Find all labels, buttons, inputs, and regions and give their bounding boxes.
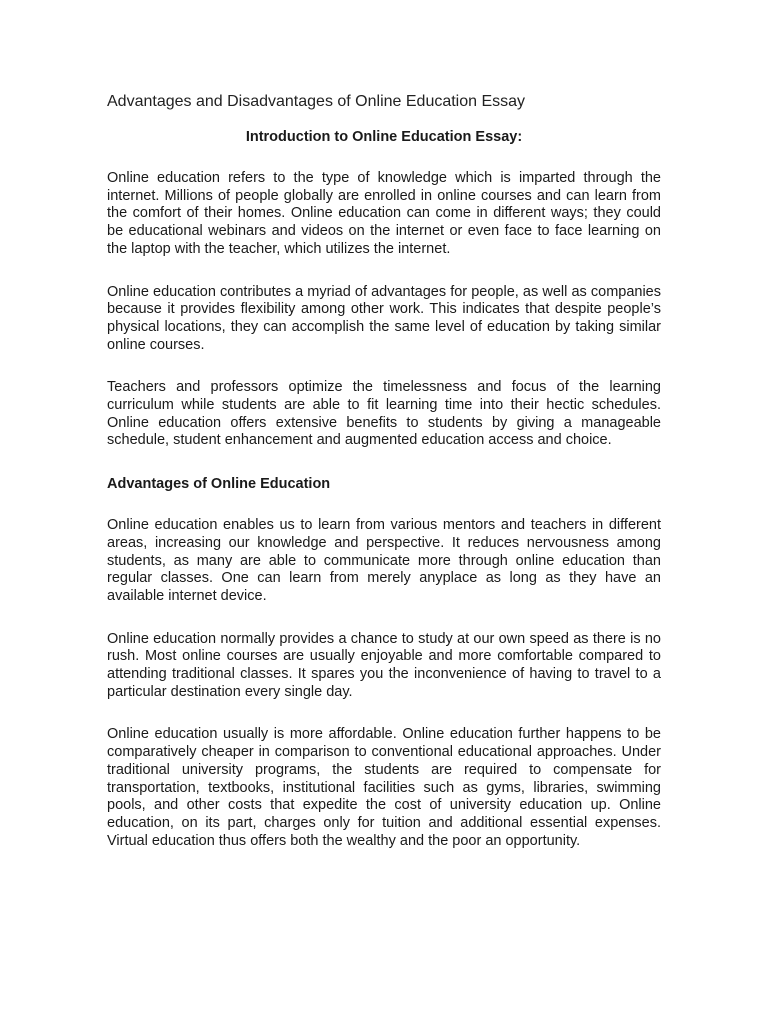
intro-heading: Introduction to Online Education Essay:	[245, 129, 523, 145]
advantages-heading: Advantages of Online Education	[107, 476, 331, 493]
intro-paragraph-2: Online education contributes a myriad of advantages for people, as well as companies because it provides flexibility among other work. This indicates that despite people’s physical locations, they can accomplish the same level of education by taking similar online courses.	[107, 283, 661, 353]
intro-paragraph-1: Online education refers to the type of knowledge which is imparted through the internet. Millions of people globally are enrolled in online courses and can learn from the comfort of their homes. Online education can come in different ways; they could be educational webinars and videos on the internet or even face to face learning on the laptop with the teacher, which utilizes the internet.	[107, 170, 661, 257]
advantages-paragraph-3: Online education usually is more affordable. Online education further happens to be comparatively cheaper in comparison to conventional educational approaches. Under traditional university programs, the students are required to compensate for transportation, textbooks, institutional facilities such as gyms, libraries, swimming pools, and other costs that expedite the cost of university education up. Online education, on its part, charges only for tuition and additional essential expenses. Virtual education thus offers both the wealthy and the poor an opportunity.	[107, 726, 661, 849]
advantages-paragraph-1: Online education enables us to learn from various mentors and teachers in different areas, increasing our knowledge and perspective. It reduces nervousness among students, as many are able to communicate more through online education than regular classes. One can learn from merely anyplace as long as they have an available internet device.	[107, 517, 661, 604]
intro-paragraph-3: Teachers and professors optimize the timelessness and focus of the learning curriculum while students are able to fit learning time into their hectic schedules. Online education offers extensive benefits to students by giving a manageable schedule, student enhancement and augmented education access and choice.	[107, 379, 661, 449]
advantages-paragraph-2: Online education normally provides a chance to study at our own speed as there is no rush. Most online courses are usually enjoyable and more comfortable compared to attending traditional classes. It spares you the inconvenience of having to travel to a particular destination every single day.	[107, 630, 661, 700]
document-title: Advantages and Disadvantages of Online Education Essay	[107, 93, 526, 110]
document-page	[107, 92, 661, 875]
